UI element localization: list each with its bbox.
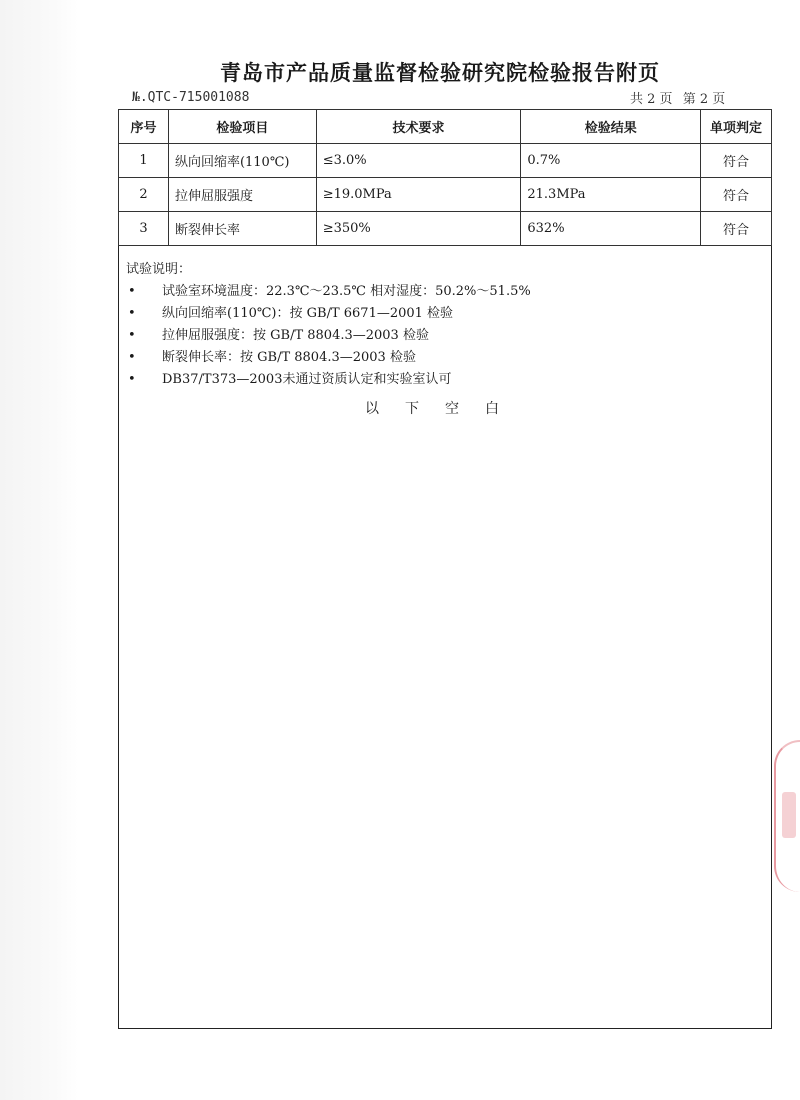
total-pages: 共 2 页 xyxy=(630,92,673,107)
cell-item: 纵向回缩率(110℃) xyxy=(168,144,316,178)
blank-marker: 以下空白 xyxy=(365,401,525,417)
current-page: 第 2 页 xyxy=(682,92,726,107)
bullet-mark: • xyxy=(128,328,136,343)
col-header-verdict: 单项判定 xyxy=(701,110,772,144)
table-row xyxy=(119,212,772,246)
cell-requirement: ≤3.0% xyxy=(316,144,521,178)
cell-verdict: 符合 xyxy=(701,144,772,178)
bullet-mark: • xyxy=(128,372,136,387)
cell-result: 0.7% xyxy=(521,144,701,178)
note-text: 断裂伸长率：按 GB/T 8804.3—2003 检验 xyxy=(162,350,416,365)
page-count xyxy=(630,88,731,107)
note-text: DB37/T373—2003未通过资质认定和实验室认可 xyxy=(162,372,452,387)
cell-index: 3 xyxy=(119,212,169,246)
test-notes xyxy=(126,259,531,391)
cell-item: 拉伸屈服强度 xyxy=(168,178,316,212)
bullet-mark: • xyxy=(128,350,136,365)
report-number: №.QTC-715001088 xyxy=(132,90,250,105)
table-row xyxy=(119,144,772,178)
cell-result: 21.3MPa xyxy=(521,178,701,212)
cell-verdict: 符合 xyxy=(701,212,772,246)
note-text: 试验室环境温度：22.3℃～23.5℃ 相对湿度：50.2%～51.5% xyxy=(162,284,531,299)
col-header-result: 检验结果 xyxy=(521,110,701,144)
seal-stamp-fragment xyxy=(774,740,800,892)
note-item xyxy=(126,325,531,347)
cell-result: 632% xyxy=(521,212,701,246)
bullet-mark: • xyxy=(128,284,136,299)
cell-index: 1 xyxy=(119,144,169,178)
cell-verdict: 符合 xyxy=(701,178,772,212)
note-text: 纵向回缩率(110℃)：按 GB/T 6671—2001 检验 xyxy=(162,306,454,321)
note-item xyxy=(126,303,531,325)
scan-margin-shadow xyxy=(0,0,78,1100)
col-header-index: 序号 xyxy=(119,110,169,144)
report-frame xyxy=(118,109,772,1029)
cell-requirement: ≥19.0MPa xyxy=(316,178,521,212)
results-table xyxy=(118,109,772,246)
cell-requirement: ≥350% xyxy=(316,212,521,246)
table-row xyxy=(119,178,772,212)
note-item xyxy=(126,281,531,303)
document-title: 青岛市产品质量监督检验研究院检验报告附页 xyxy=(220,61,660,85)
note-item xyxy=(126,369,531,391)
bullet-mark: • xyxy=(128,306,136,321)
table-header-row xyxy=(119,110,772,144)
col-header-requirement: 技术要求 xyxy=(316,110,521,144)
col-header-item: 检验项目 xyxy=(168,110,316,144)
cell-index: 2 xyxy=(119,178,169,212)
note-item xyxy=(126,347,531,369)
note-text: 拉伸屈服强度：按 GB/T 8804.3—2003 检验 xyxy=(162,328,429,343)
cell-item: 断裂伸长率 xyxy=(168,212,316,246)
notes-heading: 试验说明： xyxy=(126,262,192,277)
